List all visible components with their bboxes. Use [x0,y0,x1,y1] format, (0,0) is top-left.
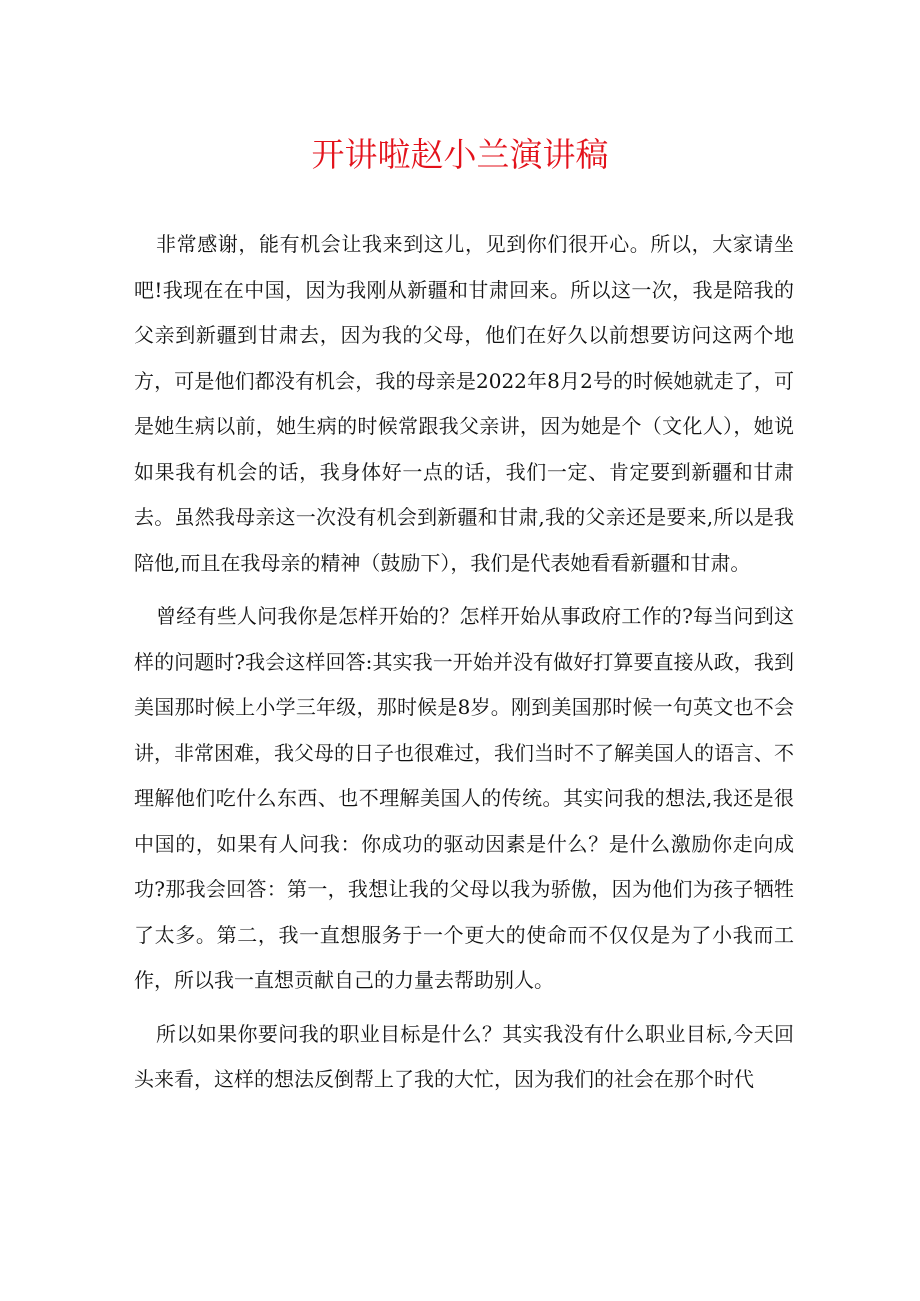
document-title: 开讲啦赵小兰演讲稿 [311,135,609,174]
paragraph-3: 所以如果你要问我的职业目标是什么？其实我没有什么职业目标,今天回头来看，这样的想法反倒帮上了我的大忙，因为我们的社会在那个时代 [134,1021,794,1091]
document-body [134,222,794,1111]
paragraph-1: 非常感谢，能有机会让我来到这儿，见到你们很开心。所以，大家请坐吧!我现在在中国，因为我刚从新疆和甘肃回来。所以这一次，我是陪我的父亲到新疆到甘肃去，因为我的父母，他们在好久以前想要访问这两个地方，可是他们都没有机会，我的母亲是2022年8月2号的时候她就走了，可是她生病以前，她生病的时候常跟我父亲讲，因为她是个（文化人），她说如果我有机会的话，我身体好一点的话，我们一定、肯定要到新疆和甘肃去。虽然我母亲这一次没有机会到新疆和甘肃,我的父亲还是要来,所以是我陪他,而且在我母亲的精神（鼓励下），我们是代表她看看新疆和甘肃。 [134,232,794,575]
paragraph-2: 曾经有些人问我你是怎样开始的？怎样开始从事政府工作的?每当问到这样的问题时?我会这样回答:其实我一开始并没有做好打算要直接从政，我到美国那时候上小学三年级，那时候是8岁。刚到美国那时候一句英文也不会讲，非常困难，我父母的日子也很难过，我们当时不了解美国人的语言、不理解他们吃什么东西、也不理解美国人的传统。其实问我的想法,我还是很中国的，如果有人问我：你成功的驱动因素是什么？是什么激励你走向成功?那我会回答：第一，我想让我的父母以我为骄傲，因为他们为孩子牺牲了太多。第二，我一直想服务于一个更大的使命而不仅仅是为了小我而工作，所以我一直想贡献自己的力量去帮助别人。 [134,604,794,992]
